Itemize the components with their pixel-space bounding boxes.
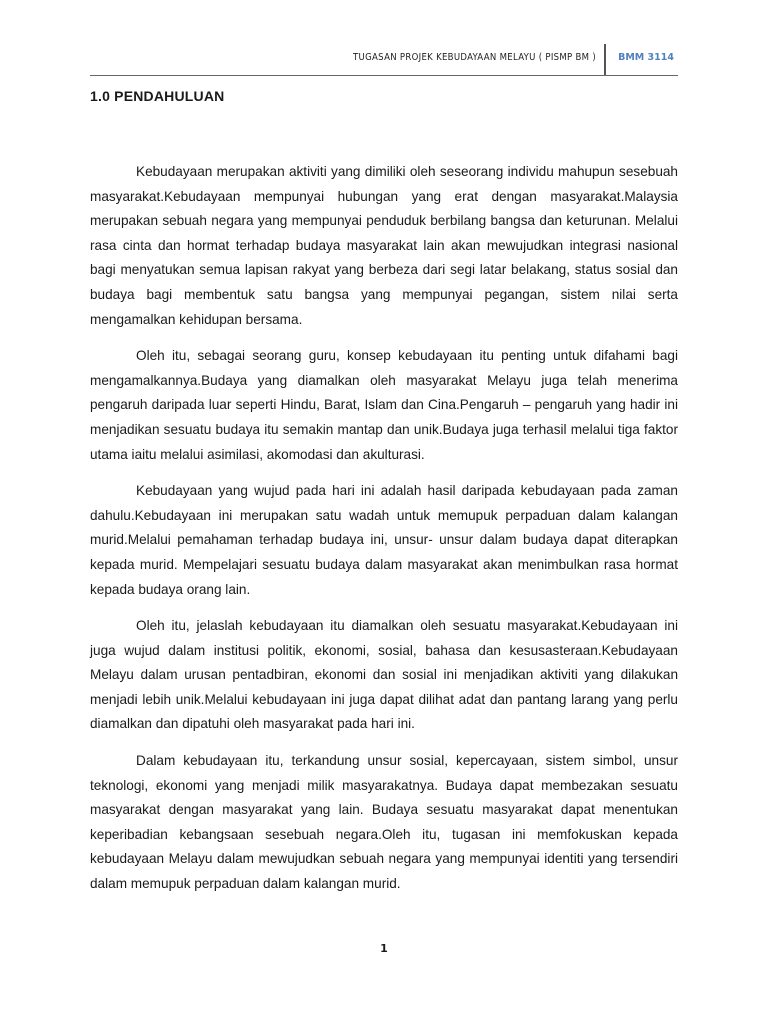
header-rule	[90, 75, 678, 76]
header-title: TUGASAN PROJEK KEBUDAYAAN MELAYU ( PISMP BM )	[353, 52, 596, 63]
paragraph-1: Kebudayaan merupakan aktiviti yang dimiliki oleh seseorang individu mahupun sesebuah masyarakat.Kebudayaan mempunyai hubungan yang erat dengan masyarakat.Malaysia merupakan sebuah negara yang mempunyai penduduk berbilang bangsa dan keturunan. Melalui rasa cinta dan hormat terhadap budaya masyarakat lain akan mewujudkan integrasi nasional bagi menyatukan semua lapisan rakyat yang berbeza dari segi latar belakang, status sosial dan budaya bagi membentuk satu bangsa yang mempunyai pegangan, sistem nilai serta mengamalkan kehidupan bersama.	[90, 164, 678, 327]
paragraph-2: Oleh itu, sebagai seorang guru, konsep kebudayaan itu penting untuk difahami bagi mengamalkannya.Budaya yang diamalkan oleh masyarakat Melayu juga telah menerima pengaruh daripada luar seperti Hindu, Barat, Islam dan Cina.Pengaruh – pengaruh yang hadir ini menjadikan sesuatu budaya itu semakin mantap dan unik.Budaya juga terhasil melalui tiga faktor utama iaitu melalui asimilasi, akomodasi dan akulturasi.	[90, 348, 678, 462]
document-body	[90, 160, 678, 909]
paragraph-5: Dalam kebudayaan itu, terkandung unsur sosial, kepercayaan, sistem simbol, unsur teknologi, ekonomi yang menjadi milik masyarakatnya. Budaya dapat membezakan sesuatu masyarakat dengan masyarakat yang lain. Budaya sesuatu masyarakat dapat menentukan keperibadian kebangsaan sesebuah negara.Oleh itu, tugasan ini memfokuskan kepada kebudayaan Melayu dalam mewujudkan sebuah negara yang mempunyai identiti yang tersendiri dalam memupuk perpaduan dalam kalangan murid.	[90, 753, 678, 892]
page-number: 1	[380, 942, 388, 955]
header-separator	[604, 44, 606, 76]
paragraph-4: Oleh itu, jelaslah kebudayaan itu diamalkan oleh sesuatu masyarakat.Kebudayaan ini juga wujud dalam institusi politik, ekonomi, sosial, bahasa dan kesusasteraan.Kebudayaan Melayu dalam urusan pentadbiran, ekonomi dan sosial ini menjadikan aktiviti yang dilakukan menjadi lebih unik.Melalui kebudayaan ini juga dapat dilihat adat dan pantang larang yang perlu diamalkan dan dipatuhi oleh masyarakat pada hari ini.	[90, 618, 678, 732]
header-course-code: BMM 3114	[618, 52, 674, 63]
page-header	[90, 40, 678, 76]
section-title: 1.0 PENDAHULUAN	[90, 88, 225, 104]
paragraph-3: Kebudayaan yang wujud pada hari ini adalah hasil daripada kebudayaan pada zaman dahulu.Kebudayaan ini merupakan satu wadah untuk memupuk perpaduan dalam kalangan murid.Melalui pemahaman terhadap budaya ini, unsur- unsur dalam budaya dapat diterapkan kepada murid. Mempelajari sesuatu budaya dalam masyarakat akan menimbulkan rasa hormat kepada budaya orang lain.	[90, 483, 678, 597]
